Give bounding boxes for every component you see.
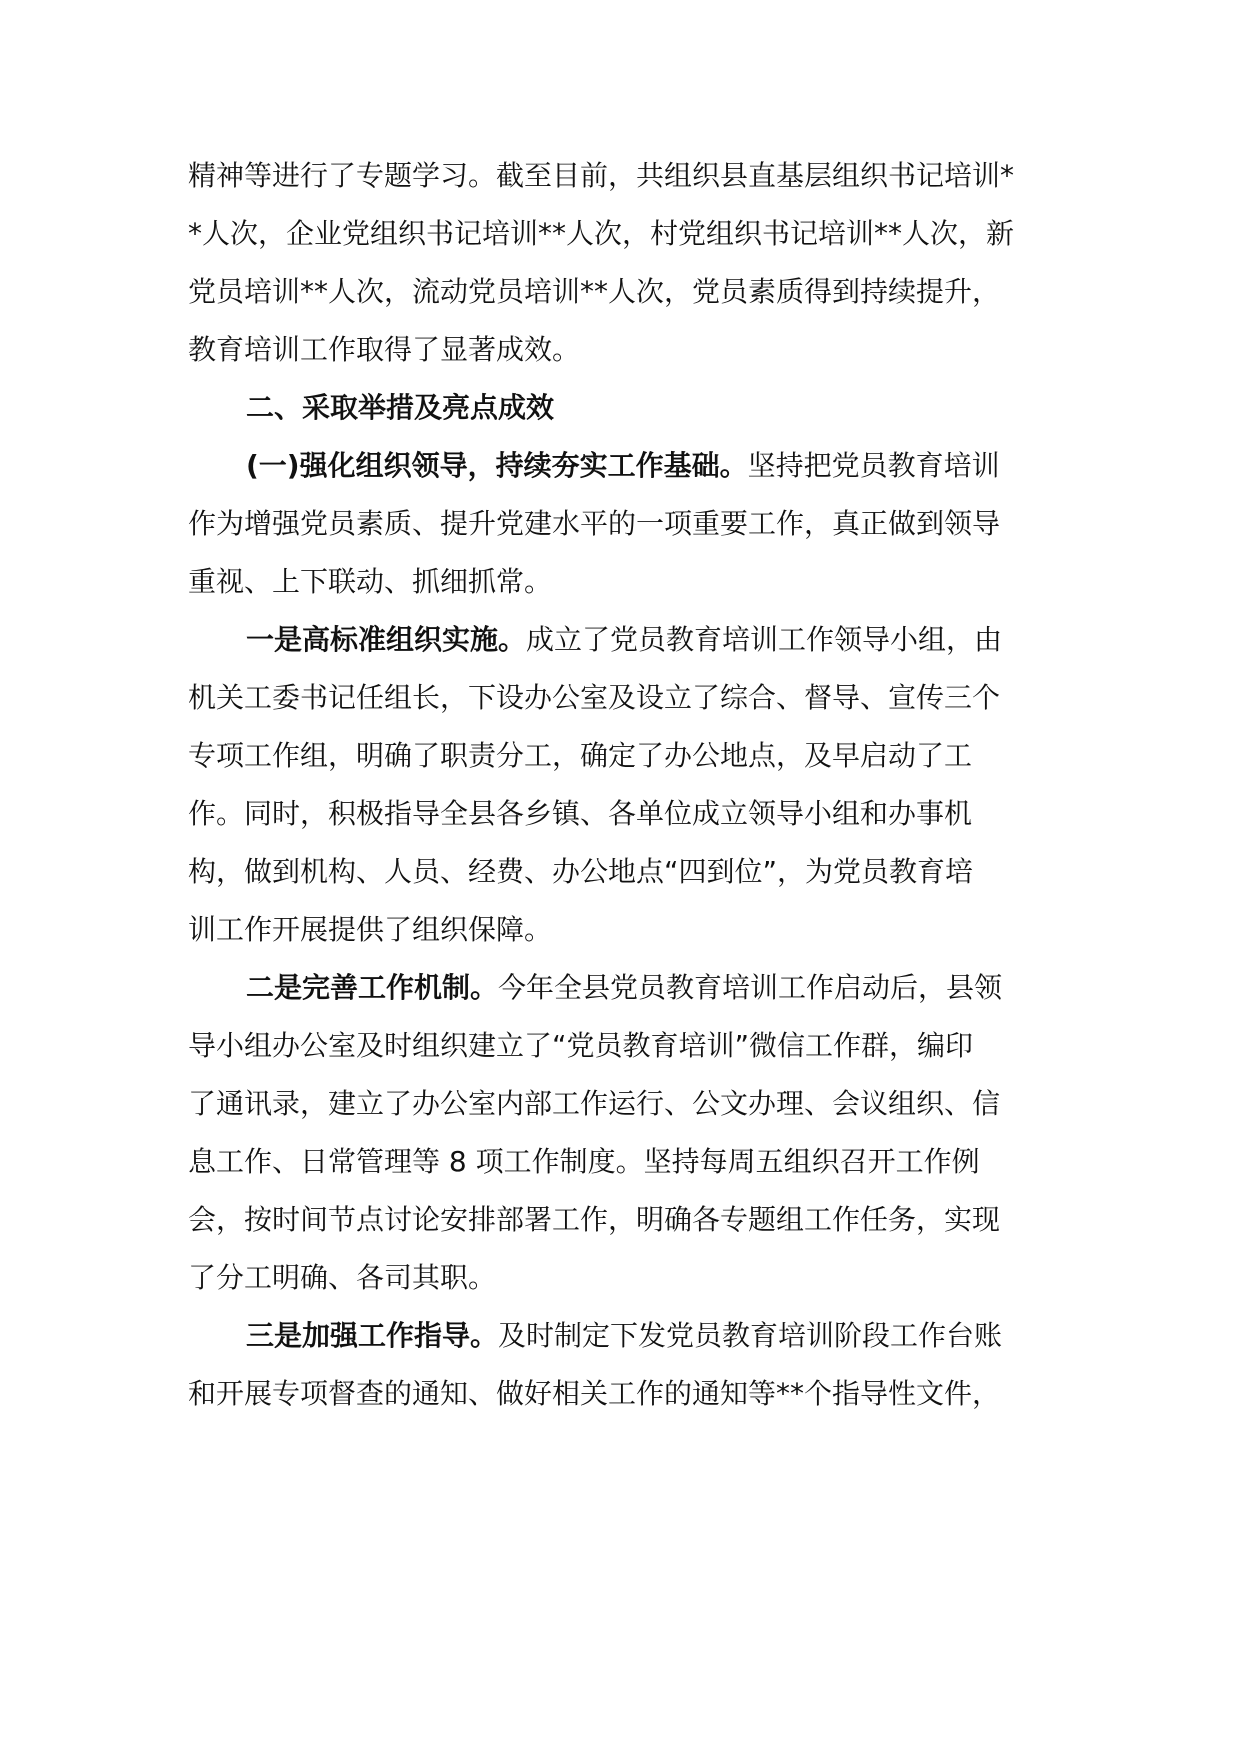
paragraph-line: 构，做到机构、人员、经费、办公地点“四到位”，为党员教育培 bbox=[188, 855, 974, 888]
item-title: 三是加强工作指导。 bbox=[246, 1319, 499, 1352]
paragraph-line: 导小组办公室及时组织建立了“党员教育培训”微信工作群，编印 bbox=[188, 1029, 974, 1062]
item-text: 及时制定下发党员教育培训阶段工作台账 bbox=[498, 1319, 1003, 1352]
subsection-first-line bbox=[246, 446, 1126, 486]
paragraph-line: 党员培训**人次，流动党员培训**人次，党员素质得到持续提升， bbox=[188, 275, 1001, 308]
item-first-line bbox=[246, 1316, 1126, 1356]
paragraph-line: 了通讯录，建立了办公室内部工作运行、公文办理、会议组织、信 bbox=[188, 1087, 1001, 1120]
paragraph-line: 了分工明确、各司其职。 bbox=[188, 1261, 497, 1294]
paragraph-line: 精神等进行了专题学习。截至目前，共组织县直基层组织书记培训* bbox=[188, 159, 1015, 192]
paragraph-line: 和开展专项督查的通知、做好相关工作的通知等**个指导性文件， bbox=[188, 1377, 1001, 1410]
paragraph-line: 会，按时间节点讨论安排部署工作，明确各专题组工作任务，实现 bbox=[188, 1203, 1001, 1236]
paragraph-line: 重视、上下联动、抓细抓常。 bbox=[188, 565, 553, 598]
paragraph-line: *人次，企业党组织书记培训**人次，村党组织书记培训**人次，新 bbox=[188, 217, 1015, 250]
item-first-line bbox=[246, 620, 1126, 660]
section-heading: 二、采取举措及亮点成效 bbox=[246, 391, 555, 424]
item-title: 一是高标准组织实施。 bbox=[246, 623, 527, 656]
paragraph-line: 训工作开展提供了组织保障。 bbox=[188, 913, 553, 946]
subsection-text: 坚持把党员教育培训 bbox=[747, 449, 1000, 482]
item-title: 二是完善工作机制。 bbox=[246, 971, 499, 1004]
paragraph-line: 教育培训工作取得了显著成效。 bbox=[188, 333, 581, 366]
paragraph-line: 息工作、日常管理等 8 项工作制度。坚持每周五组织召开工作例 bbox=[188, 1145, 980, 1178]
paragraph-line: 专项工作组，明确了职责分工，确定了办公地点，及早启动了工 bbox=[188, 739, 973, 772]
subsection-title: (一)强化组织领导，持续夯实工作基础。 bbox=[246, 449, 748, 482]
item-first-line bbox=[246, 968, 1126, 1008]
item-text: 成立了党员教育培训工作领导小组，由 bbox=[526, 623, 1003, 656]
paragraph-line: 作。同时，积极指导全县各乡镇、各单位成立领导小组和办事机 bbox=[188, 797, 973, 830]
paragraph-line: 机关工委书记任组长，下设办公室及设立了综合、督导、宣传三个 bbox=[188, 681, 1001, 714]
paragraph-line: 作为增强党员素质、提升党建水平的一项重要工作，真正做到领导 bbox=[188, 507, 1001, 540]
item-text: 今年全县党员教育培训工作启动后，县领 bbox=[498, 971, 1003, 1004]
